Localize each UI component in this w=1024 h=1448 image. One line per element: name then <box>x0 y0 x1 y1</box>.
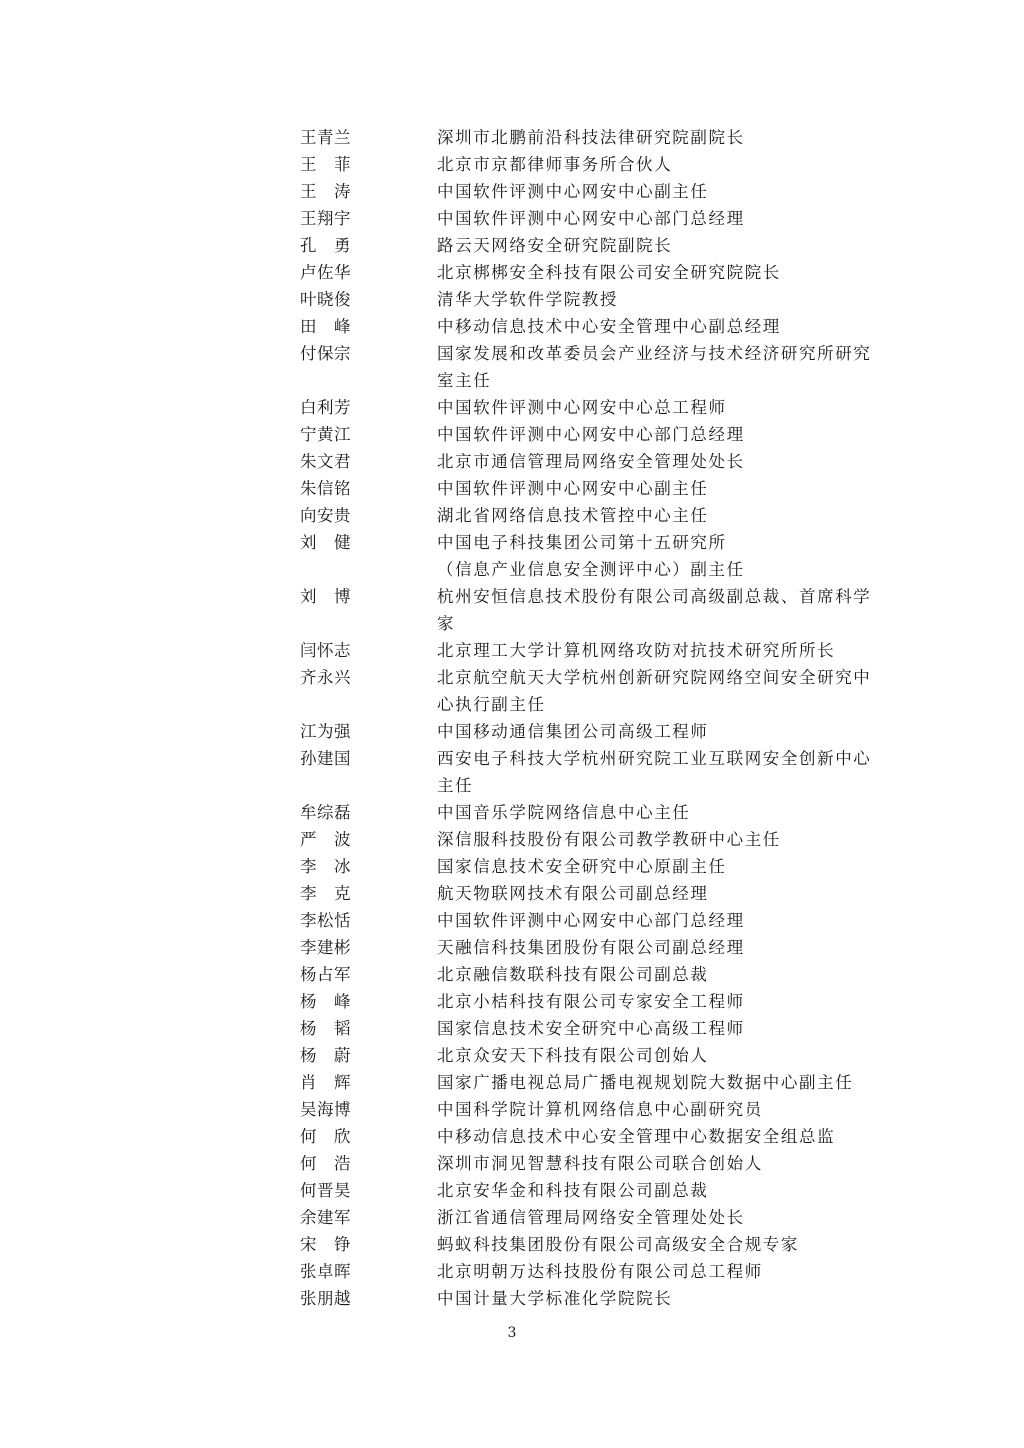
member-title-text: 北京融信数联科技有限公司副总裁 <box>437 965 709 984</box>
member-name: 何 浩 <box>300 1154 351 1173</box>
member-title-text: 蚂蚁科技集团股份有限公司高级安全合规专家 <box>437 1235 799 1254</box>
member-title <box>437 1285 877 1312</box>
member-title <box>437 934 877 961</box>
member-name: 吴海博 <box>300 1100 351 1119</box>
member-name: 李建彬 <box>300 938 351 957</box>
list-item <box>300 961 900 988</box>
member-name: 李 克 <box>300 884 351 903</box>
member-title <box>437 1231 877 1258</box>
member-title-text: 中国计量大学标准化学院院长 <box>437 1289 673 1308</box>
member-title-text: 湖北省网络信息技术管控中心主任 <box>437 506 709 525</box>
member-title-text: 北京理工大学计算机网络攻防对抗技术研究所所长 <box>437 641 836 660</box>
member-name: 张朋越 <box>300 1289 351 1308</box>
member-title <box>437 448 877 475</box>
list-item <box>300 1177 900 1204</box>
member-name: 牟综磊 <box>300 803 351 822</box>
member-title-text: 北京众安天下科技有限公司创始人 <box>437 1046 709 1065</box>
member-name: 刘 健 <box>300 533 351 552</box>
member-title-text: 北京市京都律师事务所合伙人 <box>437 155 673 174</box>
member-title <box>437 1204 877 1231</box>
list-item <box>300 1231 900 1258</box>
member-title <box>437 1042 877 1069</box>
list-item <box>300 664 900 718</box>
member-title-text: 国家信息技术安全研究中心原副主任 <box>437 857 727 876</box>
member-title-text: 中国软件评测中心网安中心部门总经理 <box>437 911 745 930</box>
member-title-text: 北京市通信管理局网络安全管理处处长 <box>437 452 745 471</box>
member-title <box>437 988 877 1015</box>
member-title-text: 杭州安恒信息技术股份有限公司高级副总裁、首席科学家 <box>437 587 872 633</box>
list-item <box>300 718 900 745</box>
member-title-text: 西安电子科技大学杭州研究院工业互联网安全创新中心主任 <box>437 749 872 795</box>
member-title-text: 深圳市洞见智慧科技有限公司联合创始人 <box>437 1154 763 1173</box>
member-name: 王翔宇 <box>300 209 351 228</box>
list-item <box>300 826 900 853</box>
member-title-text: 深圳市北鹏前沿科技法律研究院副院长 <box>437 128 745 147</box>
member-name: 卢佐华 <box>300 263 351 282</box>
list-item <box>300 988 900 1015</box>
member-name: 李松恬 <box>300 911 351 930</box>
member-title <box>437 286 877 313</box>
member-name: 严 波 <box>300 830 351 849</box>
member-title <box>437 502 877 529</box>
list-item <box>300 637 900 664</box>
member-title <box>437 1123 877 1150</box>
list-item <box>300 1285 900 1312</box>
member-title-text: 中国软件评测中心网安中心总工程师 <box>437 398 727 417</box>
member-name: 杨 峰 <box>300 992 351 1011</box>
member-title-text-line2: （信息产业信息安全测评中心）副主任 <box>437 560 745 579</box>
member-title-text: 清华大学软件学院教授 <box>437 290 618 309</box>
member-title <box>437 475 877 502</box>
member-title-text: 天融信科技集团股份有限公司副总经理 <box>437 938 745 957</box>
member-name: 刘 博 <box>300 587 351 606</box>
member-title <box>437 718 877 745</box>
member-title <box>437 1096 877 1123</box>
member-title <box>437 205 877 232</box>
list-item <box>300 1258 900 1285</box>
member-title <box>437 421 877 448</box>
member-title <box>437 880 877 907</box>
member-name: 余建军 <box>300 1208 351 1227</box>
member-title-text: 中移动信息技术中心安全管理中心数据安全组总监 <box>437 1127 836 1146</box>
list-item <box>300 394 900 421</box>
list-item <box>300 529 900 583</box>
list-item <box>300 124 900 151</box>
member-name: 王 菲 <box>300 155 351 174</box>
member-title <box>437 259 877 286</box>
list-item <box>300 853 900 880</box>
member-title-text: 北京航空航天大学杭州创新研究院网络空间安全研究中心执行副主任 <box>437 668 872 714</box>
member-name: 叶晓俊 <box>300 290 351 309</box>
member-name: 肖 辉 <box>300 1073 351 1092</box>
list-item <box>300 448 900 475</box>
member-title-text: 中国音乐学院网络信息中心主任 <box>437 803 691 822</box>
member-name: 李 冰 <box>300 857 351 876</box>
member-name: 田 峰 <box>300 317 351 336</box>
list-item <box>300 178 900 205</box>
member-title-text: 中国软件评测中心网安中心副主任 <box>437 182 709 201</box>
member-name: 闫怀志 <box>300 641 351 660</box>
member-title-text: 中国软件评测中心网安中心部门总经理 <box>437 425 745 444</box>
list-item <box>300 1150 900 1177</box>
member-name: 付保宗 <box>300 344 351 363</box>
member-title-text: 深信服科技股份有限公司教学教研中心主任 <box>437 830 781 849</box>
member-title-text: 航天物联网技术有限公司副总经理 <box>437 884 709 903</box>
member-name: 孔 勇 <box>300 236 351 255</box>
member-title-text: 国家信息技术安全研究中心高级工程师 <box>437 1019 745 1038</box>
list-item <box>300 583 900 637</box>
list-item <box>300 1042 900 1069</box>
member-title-text: 国家发展和改革委员会产业经济与技术经济研究所研究室主任 <box>437 344 872 390</box>
list-item <box>300 421 900 448</box>
member-title-text: 浙江省通信管理局网络安全管理处处长 <box>437 1208 745 1227</box>
member-title <box>437 961 877 988</box>
member-title <box>437 151 877 178</box>
member-title-text: 中国软件评测中心网安中心副主任 <box>437 479 709 498</box>
member-name: 王青兰 <box>300 128 351 147</box>
member-title <box>437 178 877 205</box>
list-item <box>300 340 900 394</box>
member-name: 宋 铮 <box>300 1235 351 1254</box>
member-title <box>437 124 877 151</box>
member-name: 张卓晖 <box>300 1262 351 1281</box>
member-title-text: 中国软件评测中心网安中心部门总经理 <box>437 209 745 228</box>
member-title <box>437 583 877 637</box>
member-title-text: 北京明朝万达科技股份有限公司总工程师 <box>437 1262 763 1281</box>
member-list <box>300 124 900 1312</box>
list-item <box>300 907 900 934</box>
member-title-text: 北京梆梆安全科技有限公司安全研究院院长 <box>437 263 781 282</box>
member-title <box>437 1015 877 1042</box>
member-title-text: 中移动信息技术中心安全管理中心副总经理 <box>437 317 781 336</box>
list-item <box>300 1015 900 1042</box>
member-name: 杨占军 <box>300 965 351 984</box>
member-name: 江为强 <box>300 722 351 741</box>
member-title <box>437 1069 877 1096</box>
member-name: 白利芳 <box>300 398 351 417</box>
list-item <box>300 934 900 961</box>
list-item <box>300 880 900 907</box>
member-title <box>437 637 877 664</box>
member-title <box>437 394 877 421</box>
list-item <box>300 151 900 178</box>
member-title-text: 北京小桔科技有限公司专家安全工程师 <box>437 992 745 1011</box>
member-name: 朱文君 <box>300 452 351 471</box>
member-title-text: 国家广播电视总局广播电视规划院大数据中心副主任 <box>437 1073 854 1092</box>
page-number: 3 <box>507 1325 517 1341</box>
member-name: 杨 韬 <box>300 1019 351 1038</box>
list-item <box>300 799 900 826</box>
member-title <box>437 799 877 826</box>
list-item <box>300 1204 900 1231</box>
member-title <box>437 745 877 799</box>
member-name: 宁黄江 <box>300 425 351 444</box>
member-title <box>437 664 877 718</box>
list-item <box>300 1069 900 1096</box>
member-name: 孙建国 <box>300 749 351 768</box>
list-item <box>300 259 900 286</box>
member-title-text: 中国科学院计算机网络信息中心副研究员 <box>437 1100 763 1119</box>
member-title <box>437 853 877 880</box>
member-name: 齐永兴 <box>300 668 351 687</box>
member-name: 何 欣 <box>300 1127 351 1146</box>
list-item <box>300 1096 900 1123</box>
member-title-text: 北京安华金和科技有限公司副总裁 <box>437 1181 709 1200</box>
member-name: 杨 蔚 <box>300 1046 351 1065</box>
member-title <box>437 1258 877 1285</box>
member-title <box>437 1177 877 1204</box>
member-title <box>437 313 877 340</box>
list-item <box>300 313 900 340</box>
member-title <box>437 1150 877 1177</box>
list-item <box>300 232 900 259</box>
member-name: 朱信铭 <box>300 479 351 498</box>
member-title <box>437 529 877 583</box>
member-title-text: 中国移动通信集团公司高级工程师 <box>437 722 709 741</box>
list-item <box>300 475 900 502</box>
member-name: 王 涛 <box>300 182 351 201</box>
list-item <box>300 205 900 232</box>
member-title <box>437 340 877 394</box>
member-title-text: 路云天网络安全研究院副院长 <box>437 236 673 255</box>
member-title <box>437 826 877 853</box>
list-item <box>300 502 900 529</box>
member-title <box>437 232 877 259</box>
list-item <box>300 745 900 799</box>
list-item <box>300 286 900 313</box>
list-item <box>300 1123 900 1150</box>
member-name: 向安贵 <box>300 506 351 525</box>
member-title-text: 中国电子科技集团公司第十五研究所 <box>437 533 727 552</box>
member-name: 何晋昊 <box>300 1181 351 1200</box>
member-title <box>437 907 877 934</box>
